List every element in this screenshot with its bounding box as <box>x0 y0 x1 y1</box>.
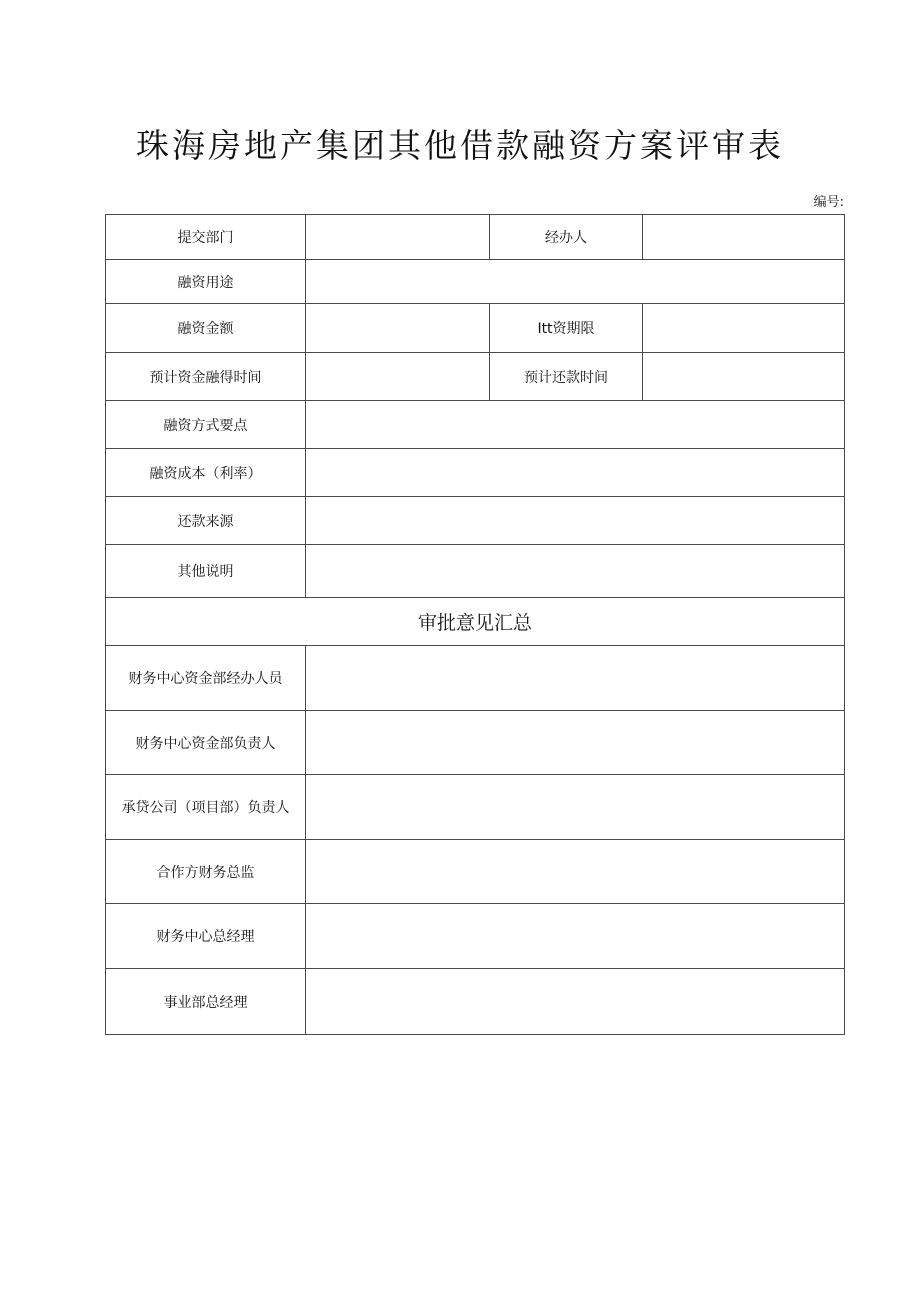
financing-amount-label: 融资金额 <box>106 304 306 353</box>
approval-opinion-field[interactable] <box>306 904 845 969</box>
handler-label: 经办人 <box>490 215 643 260</box>
approval-row <box>106 646 845 711</box>
form-row-timing <box>106 353 845 401</box>
form-row-method <box>106 401 845 449</box>
form-row-amount <box>106 304 845 353</box>
expected-funding-time-label: 预计资金融得时间 <box>106 353 306 401</box>
financing-amount-field[interactable] <box>306 304 490 353</box>
approval-role-label: 财务中心资金部经办人员 <box>106 646 306 711</box>
approval-role-label: 财务中心资金部负责人 <box>106 711 306 775</box>
submitting-department-label: 提交部门 <box>106 215 306 260</box>
other-notes-label: 其他说明 <box>106 545 306 598</box>
financing-purpose-label: 融资用途 <box>106 260 306 304</box>
approval-opinion-field[interactable] <box>306 711 845 775</box>
form-row-purpose <box>106 260 845 304</box>
document-title: 珠海房地产集团其他借款融资方案评审表 <box>136 126 784 165</box>
repayment-source-field[interactable] <box>306 497 845 545</box>
other-notes-field[interactable] <box>306 545 845 598</box>
financing-term-field[interactable] <box>643 304 845 353</box>
approval-row <box>106 904 845 969</box>
financing-method-label: 融资方式要点 <box>106 401 306 449</box>
form-row-notes <box>106 545 845 598</box>
approval-role-label: 事业部总经理 <box>106 969 306 1035</box>
approval-opinion-field[interactable] <box>306 775 845 840</box>
repayment-source-label: 还款来源 <box>106 497 306 545</box>
approval-section-title: 审批意见汇总 <box>106 598 845 646</box>
expected-funding-time-field[interactable] <box>306 353 490 401</box>
submitting-department-field[interactable] <box>306 215 490 260</box>
approval-row <box>106 840 845 904</box>
serial-number-label: 编号: <box>813 195 844 210</box>
approval-role-label: 承贷公司（项目部）负责人 <box>106 775 306 840</box>
expected-repayment-time-label: 预计还款时间 <box>490 353 643 401</box>
approval-opinion-field[interactable] <box>306 840 845 904</box>
financing-method-field[interactable] <box>306 401 845 449</box>
approval-row <box>106 969 845 1035</box>
form-row-department <box>106 215 845 260</box>
approval-role-label: 合作方财务总监 <box>106 840 306 904</box>
approval-role-label: 财务中心总经理 <box>106 904 306 969</box>
approval-section-header <box>106 598 845 646</box>
financing-term-label: Itt资期限 <box>490 304 643 353</box>
approval-row <box>106 711 845 775</box>
form-row-repayment-source <box>106 497 845 545</box>
approval-opinion-field[interactable] <box>306 969 845 1035</box>
approval-row <box>106 775 845 840</box>
financing-cost-field[interactable] <box>306 449 845 497</box>
financing-cost-label: 融资成本（利率） <box>106 449 306 497</box>
handler-field[interactable] <box>643 215 845 260</box>
expected-repayment-time-field[interactable] <box>643 353 845 401</box>
form-row-cost <box>106 449 845 497</box>
financing-purpose-field[interactable] <box>306 260 845 304</box>
approval-opinion-field[interactable] <box>306 646 845 711</box>
review-form-table <box>105 214 845 1035</box>
